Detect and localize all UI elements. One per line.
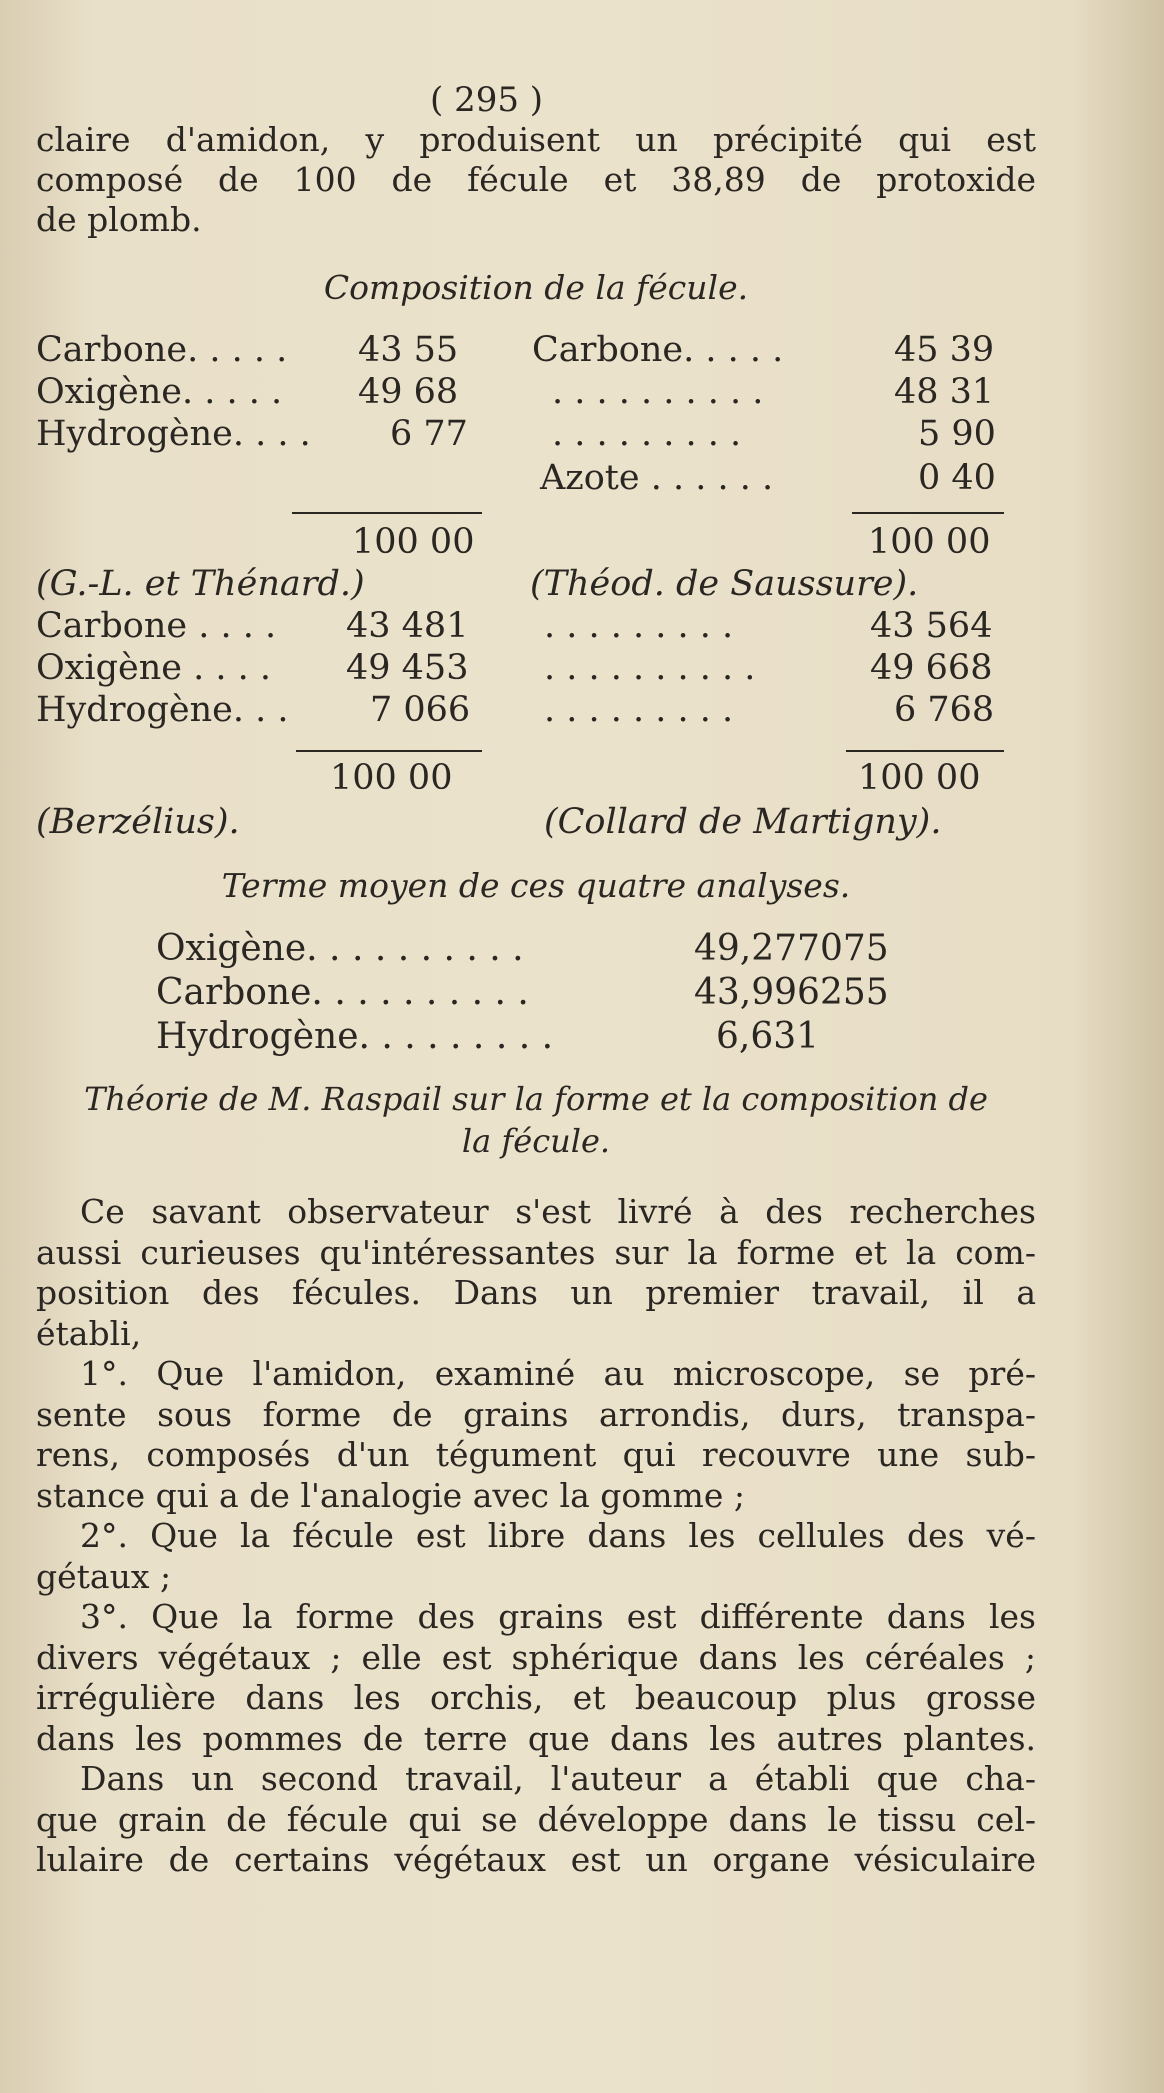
text-line: divers végétaux ; elle est sphérique dans les céréales ;: [36, 1637, 1036, 1677]
row-label: Carbone. . . . .: [36, 330, 288, 370]
text-line: irrégulière dans les orchis, et beaucoup plus grosse: [36, 1678, 1036, 1717]
row-label: Hydrogène. . . .: [36, 414, 311, 454]
section-title-theory: [36, 1078, 1036, 1162]
table2-right-value: 6 768: [894, 690, 995, 730]
table2-right-row: . . . . . . . . .: [544, 690, 734, 730]
paragraph: [36, 1192, 1036, 1354]
section-title-composition: Composition de la fécule.: [323, 268, 749, 307]
paragraph: [36, 1516, 1036, 1597]
table1-right-total: 100 00: [868, 522, 991, 562]
text-line: que grain de fécule qui se développe dans le tissu cel-: [36, 1799, 1036, 1839]
table2-left-row: Carbone . . . .: [36, 606, 277, 646]
table2-left-value: 49 453: [346, 648, 469, 688]
table2-right-row: . . . . . . . . .: [544, 606, 734, 646]
table1-right-value: 5 90: [918, 414, 996, 454]
mean-label: Oxigène. . . . . . . . . .: [156, 928, 524, 969]
text-line: composé de 100 de fécule et 38,89 de protoxide: [36, 160, 1036, 199]
text-line: claire d'amidon, y produisent un précipité qui est: [36, 120, 1036, 159]
table1-right-value: 48 31: [894, 372, 995, 412]
section-title-mean: Terme moyen de ces quatre analyses.: [221, 866, 851, 905]
table1-right-row: Azote . . . . . .: [540, 458, 774, 498]
source-citation: (Collard de Martigny).: [544, 802, 942, 842]
paragraph: [36, 1354, 1036, 1516]
source-citation: (G.-L. et Thénard.): [36, 564, 365, 604]
table1-left-value: 43 55: [358, 330, 459, 370]
title-line: la fécule.: [461, 1122, 611, 1160]
table1-left-value: 6 77: [390, 414, 468, 454]
paragraph: [36, 1759, 1036, 1881]
table2-left-value: 7 066: [370, 690, 471, 730]
text-line: sente sous forme de grains arrondis, durs, transpa-: [36, 1394, 1036, 1434]
text-line: de plomb.: [36, 200, 202, 239]
total-rule: [852, 512, 1004, 514]
mean-value: 43,996255: [694, 972, 889, 1013]
text-line: position des fécules. Dans un premier travail, il a: [36, 1273, 1036, 1312]
body-text: [36, 1192, 1036, 1881]
text-line: dans les pommes de terre que dans les autres plantes.: [36, 1718, 1036, 1758]
row-label: Oxigène. . . . .: [36, 372, 283, 412]
mean-value: 49,277075: [694, 928, 889, 969]
table2-left-total: 100 00: [330, 758, 453, 798]
mean-value: 6,631: [716, 1016, 820, 1057]
table1-left-row: [36, 414, 311, 454]
text-line: 2°. Que la fécule est libre dans les cellules des vé-: [80, 1516, 1036, 1555]
table1-right-row: . . . . . . . . . .: [552, 372, 764, 412]
table1-left-row: [36, 330, 287, 370]
text-line: Dans un second travail, l'auteur a établi que cha-: [80, 1759, 1036, 1798]
text-line: Ce savant observateur s'est livré à des recherches: [80, 1192, 1036, 1231]
table1-left-total: 100 00: [352, 522, 475, 562]
table2-right-total: 100 00: [858, 758, 981, 798]
total-rule: [296, 750, 482, 752]
text-line: rens, composés d'un tégument qui recouvre une sub-: [36, 1435, 1036, 1474]
intro-paragraph: [36, 120, 1036, 240]
table1-right-value: 0 40: [918, 458, 996, 498]
text-line: stance qui a de l'analogie avec la gomme ;: [36, 1475, 745, 1515]
text-line: lulaire de certains végétaux est un organe vésiculaire: [36, 1840, 1036, 1879]
table1-right-row: Carbone. . . . .: [532, 330, 784, 370]
text-line: 1°. Que l'amidon, examiné au microscope, se pré-: [80, 1354, 1036, 1393]
table1-right-row: . . . . . . . . .: [552, 414, 742, 454]
table1-left-value: 49 68: [358, 372, 459, 412]
table2-left-row: Hydrogène. . .: [36, 690, 289, 730]
text-line: gétaux ;: [36, 1556, 172, 1596]
table2-left-row: Oxigène . . . .: [36, 648, 272, 688]
table2-right-row: . . . . . . . . . .: [544, 648, 756, 688]
source-citation: (Théod. de Saussure).: [530, 564, 919, 604]
text-line: aussi curieuses qu'intéressantes sur la forme et la com-: [36, 1232, 1036, 1272]
text-line: 3°. Que la forme des grains est différente dans les: [80, 1597, 1036, 1636]
title-line: Théorie de M. Raspail sur la forme et la composition de: [84, 1080, 988, 1118]
table2-left-value: 43 481: [346, 606, 469, 646]
paragraph: [36, 1597, 1036, 1759]
table2-right-value: 49 668: [870, 648, 993, 688]
table1-right-value: 45 39: [894, 330, 995, 370]
mean-label: Carbone. . . . . . . . . .: [156, 972, 529, 1013]
total-rule: [846, 750, 1004, 752]
table2-right-value: 43 564: [870, 606, 993, 646]
table1-left-row: [36, 372, 282, 412]
source-citation: (Berzélius).: [36, 802, 240, 842]
total-rule: [292, 512, 482, 514]
page-number: ( 295 ): [430, 80, 544, 120]
mean-label: Hydrogène. . . . . . . . .: [156, 1016, 554, 1057]
text-line: établi,: [36, 1313, 142, 1353]
